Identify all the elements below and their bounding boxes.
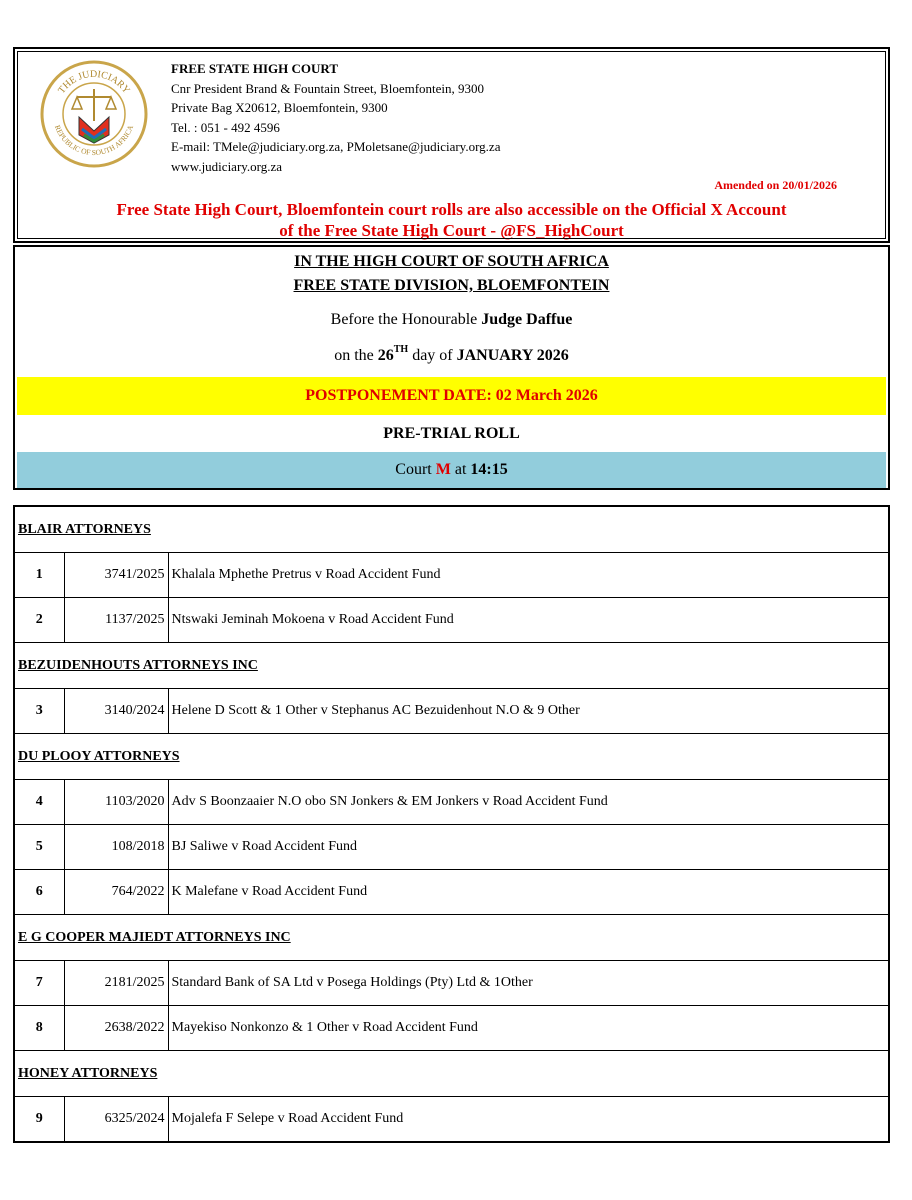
- website[interactable]: www.judiciary.org.za: [171, 158, 283, 174]
- case-parties: K Malefane v Road Accident Fund: [168, 870, 889, 915]
- table-row: [14, 870, 889, 915]
- judiciary-seal-icon: [39, 59, 149, 169]
- notice-line-2: of the Free State High Court - @FS_HighCourt: [279, 221, 624, 240]
- item-number: 9: [14, 1097, 64, 1143]
- notice: [15, 199, 888, 241]
- court-title: IN THE HIGH COURT OF SOUTH AFRICA: [294, 253, 609, 270]
- case-parties: Helene D Scott & 1 Other v Stephanus AC Bezuidenhout N.O & 9 Other: [168, 689, 889, 734]
- firm-name: HONEY ATTORNEYS: [14, 1051, 889, 1097]
- telephone: Tel. : 051 - 492 4596: [171, 119, 280, 135]
- case-parties: Mojalefa F Selepe v Road Accident Fund: [168, 1097, 889, 1143]
- firm-row: [14, 1051, 889, 1097]
- item-number: 1: [14, 553, 64, 598]
- firm-row: [14, 506, 889, 553]
- on-the: on the: [334, 347, 374, 364]
- case-number: 108/2018: [64, 825, 168, 870]
- case-number: 1137/2025: [64, 598, 168, 643]
- table-row: [14, 689, 889, 734]
- table-row: [14, 825, 889, 870]
- table-row: [14, 553, 889, 598]
- roll-header: [13, 245, 890, 490]
- firm-name: DU PLOOY ATTORNEYS: [14, 734, 889, 780]
- item-number: 6: [14, 870, 64, 915]
- letterhead: [13, 47, 890, 243]
- item-number: 7: [14, 961, 64, 1006]
- item-number: 3: [14, 689, 64, 734]
- case-number: 1103/2020: [64, 780, 168, 825]
- amended-note: Amended on 20/01/2026: [714, 178, 837, 192]
- court-prefix: Court: [395, 461, 432, 478]
- firm-name: E G COOPER MAJIEDT ATTORNEYS INC: [14, 915, 889, 961]
- roll-type: PRE-TRIAL ROLL: [383, 425, 520, 442]
- court-at: at: [454, 461, 467, 478]
- firm-row: [14, 915, 889, 961]
- item-number: 2: [14, 598, 64, 643]
- case-parties: Mayekiso Nonkonzo & 1 Other v Road Accident Fund: [168, 1006, 889, 1051]
- before-prefix: Before the Honourable: [330, 311, 478, 328]
- table-row: [14, 598, 889, 643]
- case-number: 2638/2022: [64, 1006, 168, 1051]
- firm-name: BEZUIDENHOUTS ATTORNEYS INC: [14, 643, 889, 689]
- case-parties: Standard Bank of SA Ltd v Posega Holdings (Pty) Ltd & 1Other: [168, 961, 889, 1006]
- court-letter: M: [435, 461, 451, 478]
- table-row: [14, 1097, 889, 1143]
- court-name: FREE STATE HIGH COURT: [171, 61, 339, 76]
- case-parties: Khalala Mphethe Pretrus v Road Accident Fund: [168, 553, 889, 598]
- email[interactable]: E-mail: TMele@judiciary.org.za, PMoletsane@judiciary.org.za: [171, 139, 501, 154]
- judge-line: [15, 311, 888, 329]
- firm-row: [14, 734, 889, 780]
- court-time-value: 14:15: [470, 461, 508, 478]
- private-bag: Private Bag X20612, Bloemfontein, 9300: [171, 100, 388, 115]
- firm-name: BLAIR ATTORNEYS: [14, 506, 889, 553]
- case-number: 764/2022: [64, 870, 168, 915]
- month-year: JANUARY 2026: [456, 347, 569, 364]
- case-parties: Adv S Boonzaaier N.O obo SN Jonkers & EM Jonkers v Road Accident Fund: [168, 780, 889, 825]
- contact-details: [171, 59, 500, 176]
- table-row: [14, 961, 889, 1006]
- date-line: [15, 344, 888, 365]
- day-of: day of: [412, 347, 453, 364]
- item-number: 4: [14, 780, 64, 825]
- case-parties: BJ Saliwe v Road Accident Fund: [168, 825, 889, 870]
- case-number: 3140/2024: [64, 689, 168, 734]
- firm-row: [14, 643, 889, 689]
- postponement-date: POSTPONEMENT DATE: 02 March 2026: [17, 377, 886, 415]
- item-number: 8: [14, 1006, 64, 1051]
- notice-line-1: Free State High Court, Bloemfontein court rolls are also accessible on the Official X Account: [116, 200, 787, 219]
- table-row: [14, 780, 889, 825]
- item-number: 5: [14, 825, 64, 870]
- case-number: 2181/2025: [64, 961, 168, 1006]
- judge-name: Judge Daffue: [481, 311, 573, 328]
- day: 26: [377, 347, 394, 364]
- court-time: [17, 452, 886, 488]
- address: Cnr President Brand & Fountain Street, Bloemfontein, 9300: [171, 80, 485, 96]
- case-number: 6325/2024: [64, 1097, 168, 1143]
- svg-text:REPUBLIC OF SOUTH AFRICA: REPUBLIC OF SOUTH AFRICA: [52, 123, 136, 158]
- case-parties: Ntswaki Jeminah Mokoena v Road Accident Fund: [168, 598, 889, 643]
- division-title: FREE STATE DIVISION, BLOEMFONTEIN: [293, 277, 610, 294]
- svg-text:THE JUDICIARY: THE JUDICIARY: [56, 68, 132, 96]
- table-row: [14, 1006, 889, 1051]
- cases-table: [13, 505, 890, 1143]
- day-suffix: TH: [393, 344, 409, 355]
- case-number: 3741/2025: [64, 553, 168, 598]
